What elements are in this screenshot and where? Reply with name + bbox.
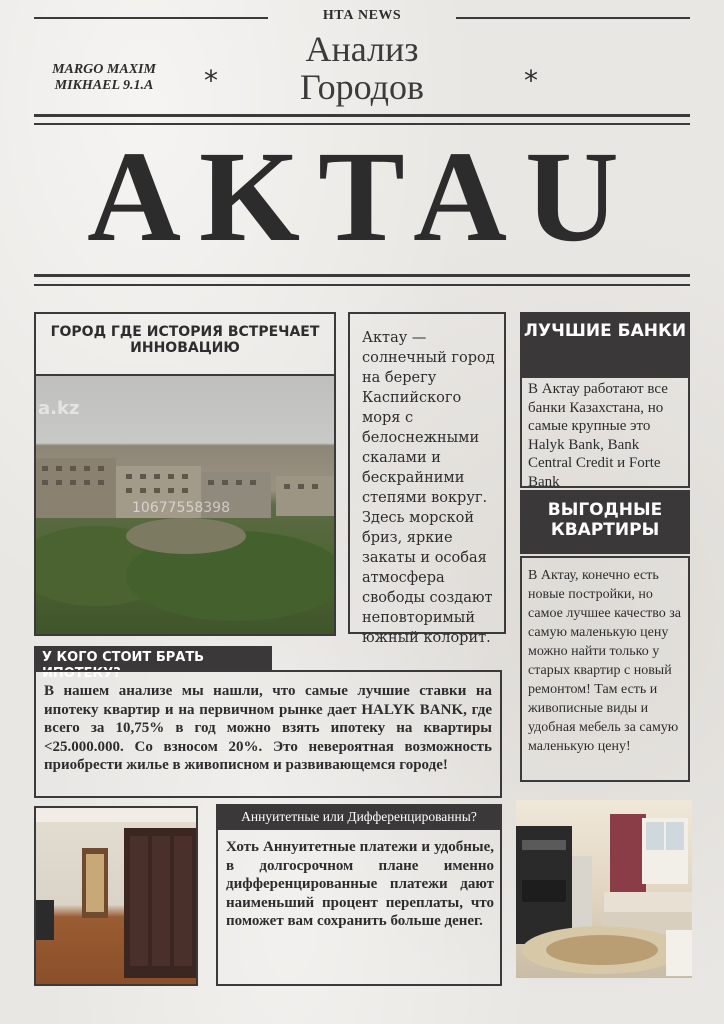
banks-section xyxy=(520,376,690,488)
photo-number: 10677558398 xyxy=(132,500,230,516)
star-icon-left: * xyxy=(204,64,218,97)
intro-text: Актау — солнечный город на берегу Каспийского моря с белоснежными скалами и бескрайними степями вокруг. Здесь морской бриз, яркие закаты и особая атмосфера свободы создают неповторимый южный колорит. xyxy=(362,330,495,646)
banks-heading: ЛУЧШИЕ БАНКИ xyxy=(520,312,690,376)
page-title: Анализ Городов xyxy=(300,29,424,107)
masthead-rule-right xyxy=(456,17,690,19)
rule-bottom-2 xyxy=(34,284,690,286)
payments-text: Хоть Аннуитетные платежи и удобные, в долгосрочном плане именно дифференцированные платежи дают наименьший процент переплаты, что поможет вам сохранить больше денег. xyxy=(226,839,494,929)
mortgage-text: В нашем анализе мы нашли, что самые лучшие ставки на ипотеку квартир и на первичном рынке дает HALYK BANK, где всего за 10,75% в год можно взять ипотеку на квартиры <25.000.000. Со взносом 20%. Это невероятная возможность приобрести жилье в живописном и развивающемся городе! xyxy=(44,683,492,773)
apartments-heading: ВЫГОДНЫЕ КВАРТИРЫ xyxy=(520,490,690,554)
star-icon-right: * xyxy=(524,64,538,97)
publication-name: НТА NEWS xyxy=(322,8,402,23)
masthead-rule-left xyxy=(34,17,268,19)
apartments-text: В Актау, конечно есть новые постройки, но самое лучшее качество за самую маленькую цену можно найти только у старых квартир с новый ремонтом! Там есть и живописные виды и удобная мебель за самую маленькую цену! xyxy=(528,568,682,754)
photo-watermark: a.kz xyxy=(38,398,80,419)
payments-heading: Аннуитетные или Дифференцированны? xyxy=(216,804,502,828)
city-photo xyxy=(36,376,334,634)
history-section xyxy=(34,312,336,636)
rule-top-1 xyxy=(34,114,690,117)
mortgage-section xyxy=(34,670,502,798)
authors: MARGO MAXIM MIKHAEL 9.1.A xyxy=(52,62,156,93)
banks-text: В Актау работают все банки Казахстана, но самые крупные это Halyk Bank, Bank Central Credit и Forte Bank xyxy=(528,381,668,490)
hallway-photo xyxy=(34,806,198,986)
payments-section xyxy=(216,828,502,986)
history-heading: ГОРОД ГДЕ ИСТОРИЯ ВСТРЕЧАЕТ ИННОВАЦИЮ xyxy=(50,324,320,356)
rule-bottom-1 xyxy=(34,274,690,277)
living-room-photo xyxy=(516,800,692,978)
intro-section xyxy=(348,312,506,646)
mortgage-heading: У КОГО СТОИТ БРАТЬ ИПОТЕКУ? xyxy=(34,646,272,670)
city-title: AKTAU xyxy=(87,125,637,269)
apartments-section xyxy=(520,556,690,782)
